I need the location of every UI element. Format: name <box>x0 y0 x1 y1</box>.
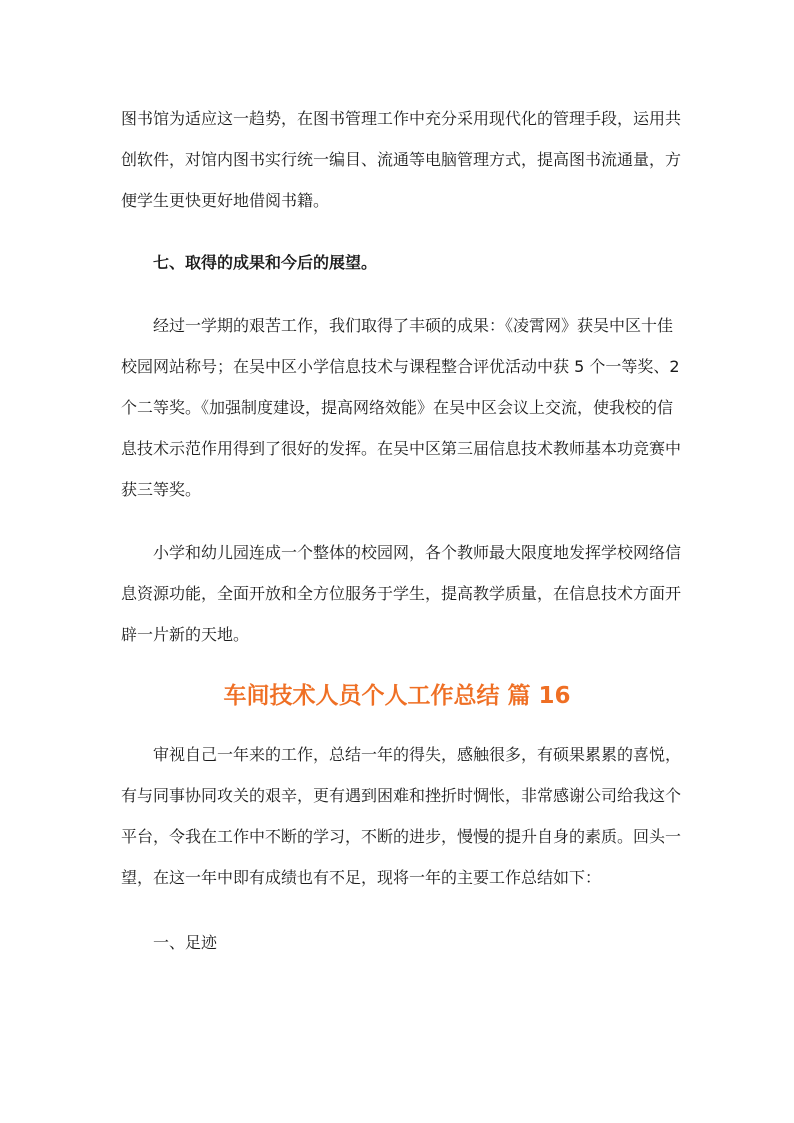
text-line: 望，在这一年中即有成绩也有不足，现将一年的主要工作总结如下： <box>121 868 602 887</box>
text-line: 息资源功能，全面开放和全方位服务于学生，提高教学质量，在信息技术方面开 <box>121 584 682 603</box>
text-line: 便学生更快更好地借阅书籍。 <box>121 191 330 210</box>
paragraph-achievements <box>121 305 687 510</box>
paragraph-campus-network <box>121 532 687 655</box>
text-line: 图书馆为适应这一趋势，在图书管理工作中充分采用现代化的管理手段，运用共 <box>121 109 682 128</box>
text-line: 校园网站称号；在吴中区小学信息技术与课程整合评优活动中获 5 个一等奖、2 <box>121 357 680 376</box>
text-line: 经过一学期的艰苦工作，我们取得了丰硕的成果：《凌霄网》获吴中区十佳 <box>121 316 674 335</box>
page-title: 车间技术人员个人工作总结 篇 16 <box>223 683 571 709</box>
text-line: 创软件，对馆内图书实行统一编目、流通等电脑管理方式，提高图书流通量，方 <box>121 150 682 169</box>
paragraph-review <box>121 734 687 898</box>
text-line: 平台，令我在工作中不断的学习，不断的进步，慢慢的提升自身的素质。回头一 <box>121 827 682 846</box>
section-heading-achievements: 七、取得的成果和今后的展望。 <box>153 253 378 272</box>
text-line: 小学和幼儿园连成一个整体的校园网，各个教师最大限度地发挥学校网络信 <box>121 543 682 562</box>
section-heading-footprint: 一、足迹 <box>153 933 218 952</box>
paragraph-library <box>121 98 687 221</box>
text-line: 获三等奖。 <box>121 480 202 499</box>
text-line: 个二等奖。《加强制度建设，提高网络效能》在吴中区会议上交流，使我校的信 <box>121 398 674 417</box>
text-line: 息技术示范作用得到了很好的发挥。在吴中区第三届信息技术教师基本功竞赛中 <box>121 439 682 458</box>
text-line: 有与同事协同攻关的艰辛，更有遇到困难和挫折时惆怅，非常感谢公司给我这个 <box>121 786 682 805</box>
text-line: 审视自己一年来的工作，总结一年的得失，感触很多，有硕果累累的喜悦， <box>121 745 682 764</box>
text-line: 辟一片新的天地。 <box>121 625 250 644</box>
